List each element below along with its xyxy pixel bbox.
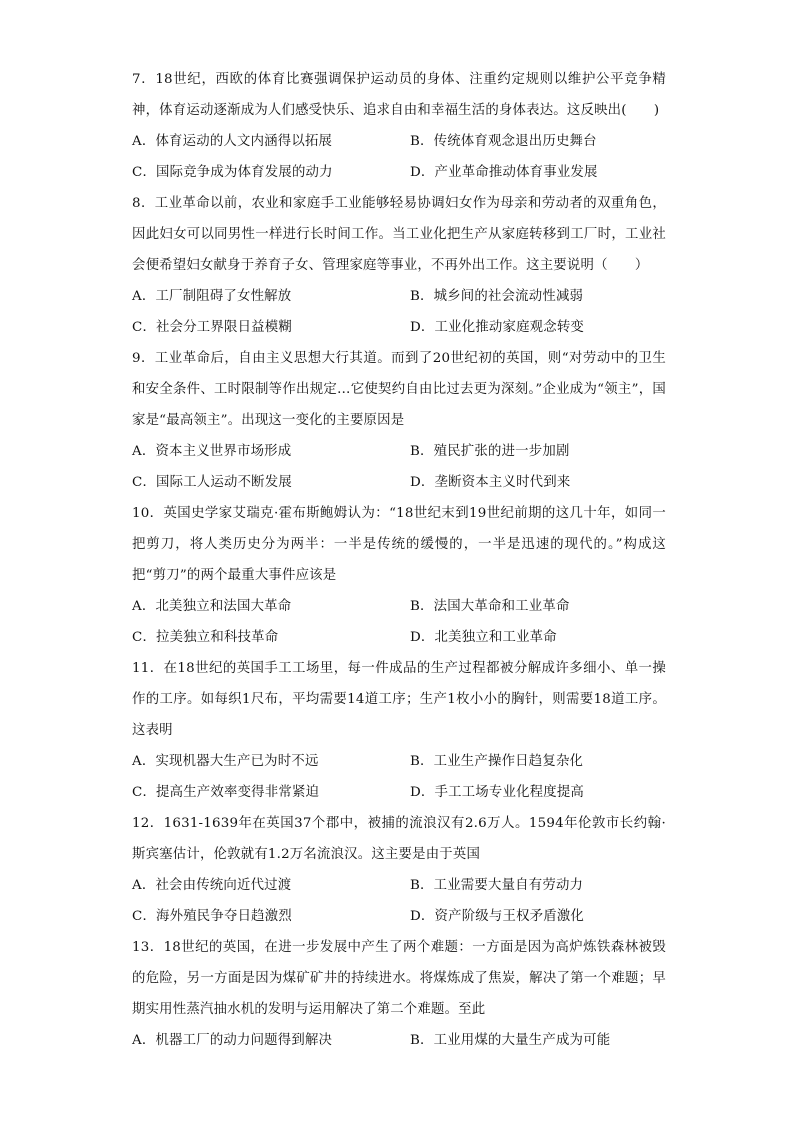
option-a: A．资本主义世界市场形成 [132, 444, 292, 459]
option-b: B．工业需要大量自有劳动力 [410, 878, 584, 893]
question-stem: 13．18世纪的英国，在进一步发展中产生了两个难题：一方面是因为高炉炼铁森林被毁的危险，另一方面是因为煤矿矿井的持续进水。将煤炼成了焦炭，解决了第一个难题；早期实用性蒸汽抽水机的发明与运用解决了第二个难题。至此 [132, 940, 666, 1017]
option-c: C．国际竞争成为体育发展的动力 [132, 165, 333, 180]
option-d: D．工业化推动家庭观念转变 [410, 320, 585, 335]
option-d: D．产业革命推动体育事业发展 [410, 165, 598, 180]
option-a: A．实现机器大生产已为时不远 [132, 754, 319, 769]
option-a: A．机器工厂的动力问题得到解决 [132, 1033, 333, 1048]
option-a: A．社会由传统向近代过渡 [132, 878, 292, 893]
option-grid [132, 870, 666, 932]
question-12 [132, 808, 666, 932]
question-list [132, 64, 666, 1056]
option-b: B．工业生产操作日趋复杂化 [410, 754, 584, 769]
option-b: B．殖民扩张的进一步加剧 [410, 444, 570, 459]
option-b: B．城乡间的社会流动性减弱 [410, 289, 584, 304]
option-c: C．海外殖民争夺日趋激烈 [132, 909, 292, 924]
option-a: A．工厂制阻碍了女性解放 [132, 289, 292, 304]
option-d: D．手工工场专业化程度提高 [410, 785, 585, 800]
question-stem: 10．英国史学家艾瑞克·霍布斯鲍姆认为：“18世纪末到19世纪前期的这几十年，如同一把剪刀，将人类历史分为两半：一半是传统的缓慢的，一半是迅速的现代的。”构成这把“剪刀”的两个最重大事件应该是 [132, 506, 666, 583]
option-grid [132, 436, 666, 498]
option-d: D．北美独立和工业革命 [410, 630, 557, 645]
option-grid [132, 1025, 666, 1056]
option-grid [132, 591, 666, 653]
option-b: B．工业用煤的大量生产成为可能 [410, 1033, 611, 1048]
option-grid [132, 126, 666, 188]
question-7 [132, 64, 666, 188]
question-10 [132, 498, 666, 653]
question-9 [132, 343, 666, 498]
option-a: A．体育运动的人文内涵得以拓展 [132, 134, 333, 149]
question-stem: 9．工业革命后，自由主义思想大行其道。而到了20世纪初的英国，则“对劳动中的卫生和安全条件、工时限制等作出规定…它使契约自由比过去更为深刻。”企业成为“领主”，国家是“最高领主”。出现这一变化的主要原因是 [132, 351, 666, 428]
option-c: C．国际工人运动不断发展 [132, 475, 292, 490]
option-b: B．传统体育观念退出历史舞台 [410, 134, 597, 149]
question-13 [132, 932, 666, 1056]
option-c: C．拉美独立和科技革命 [132, 630, 279, 645]
option-b: B．法国大革命和工业革命 [410, 599, 570, 614]
option-a: A．北美独立和法国大革命 [132, 599, 292, 614]
option-d: D．资产阶级与王权矛盾激化 [410, 909, 585, 924]
question-8 [132, 188, 666, 343]
option-grid [132, 281, 666, 343]
option-d: D．垄断资本主义时代到来 [410, 475, 571, 490]
question-stem: 7．18世纪，西欧的体育比赛强调保护运动员的身体、注重约定规则以维护公平竞争精神，体育运动逐渐成为人们感受快乐、追求自由和幸福生活的身体表达。这反映出( ) [132, 72, 666, 118]
question-11 [132, 653, 666, 808]
option-c: C．提高生产效率变得非常紧迫 [132, 785, 320, 800]
option-c: C．社会分工界限日益模糊 [132, 320, 292, 335]
question-stem: 12．1631-1639年在英国37个郡中，被捕的流浪汉有2.6万人。1594年伦敦市长约翰·斯宾塞估计，伦敦就有1.2万名流浪汉。这主要是由于英国 [132, 816, 666, 862]
question-stem: 11．在18世纪的英国手工工场里，每一件成品的生产过程都被分解成许多细小、单一操作的工序。如每织1尺布，平均需要14道工序；生产1枚小小的胸针，则需要18道工序。这表明 [132, 661, 666, 738]
option-grid [132, 746, 666, 808]
question-stem: 8．工业革命以前，农业和家庭手工业能够轻易协调妇女作为母亲和劳动者的双重角色，因此妇女可以同男性一样进行长时间工作。当工业化把生产从家庭转移到工厂时，工业社会便希望妇女献身于养育子女、管理家庭等事业，不再外出工作。这主要说明（ ） [132, 196, 666, 273]
